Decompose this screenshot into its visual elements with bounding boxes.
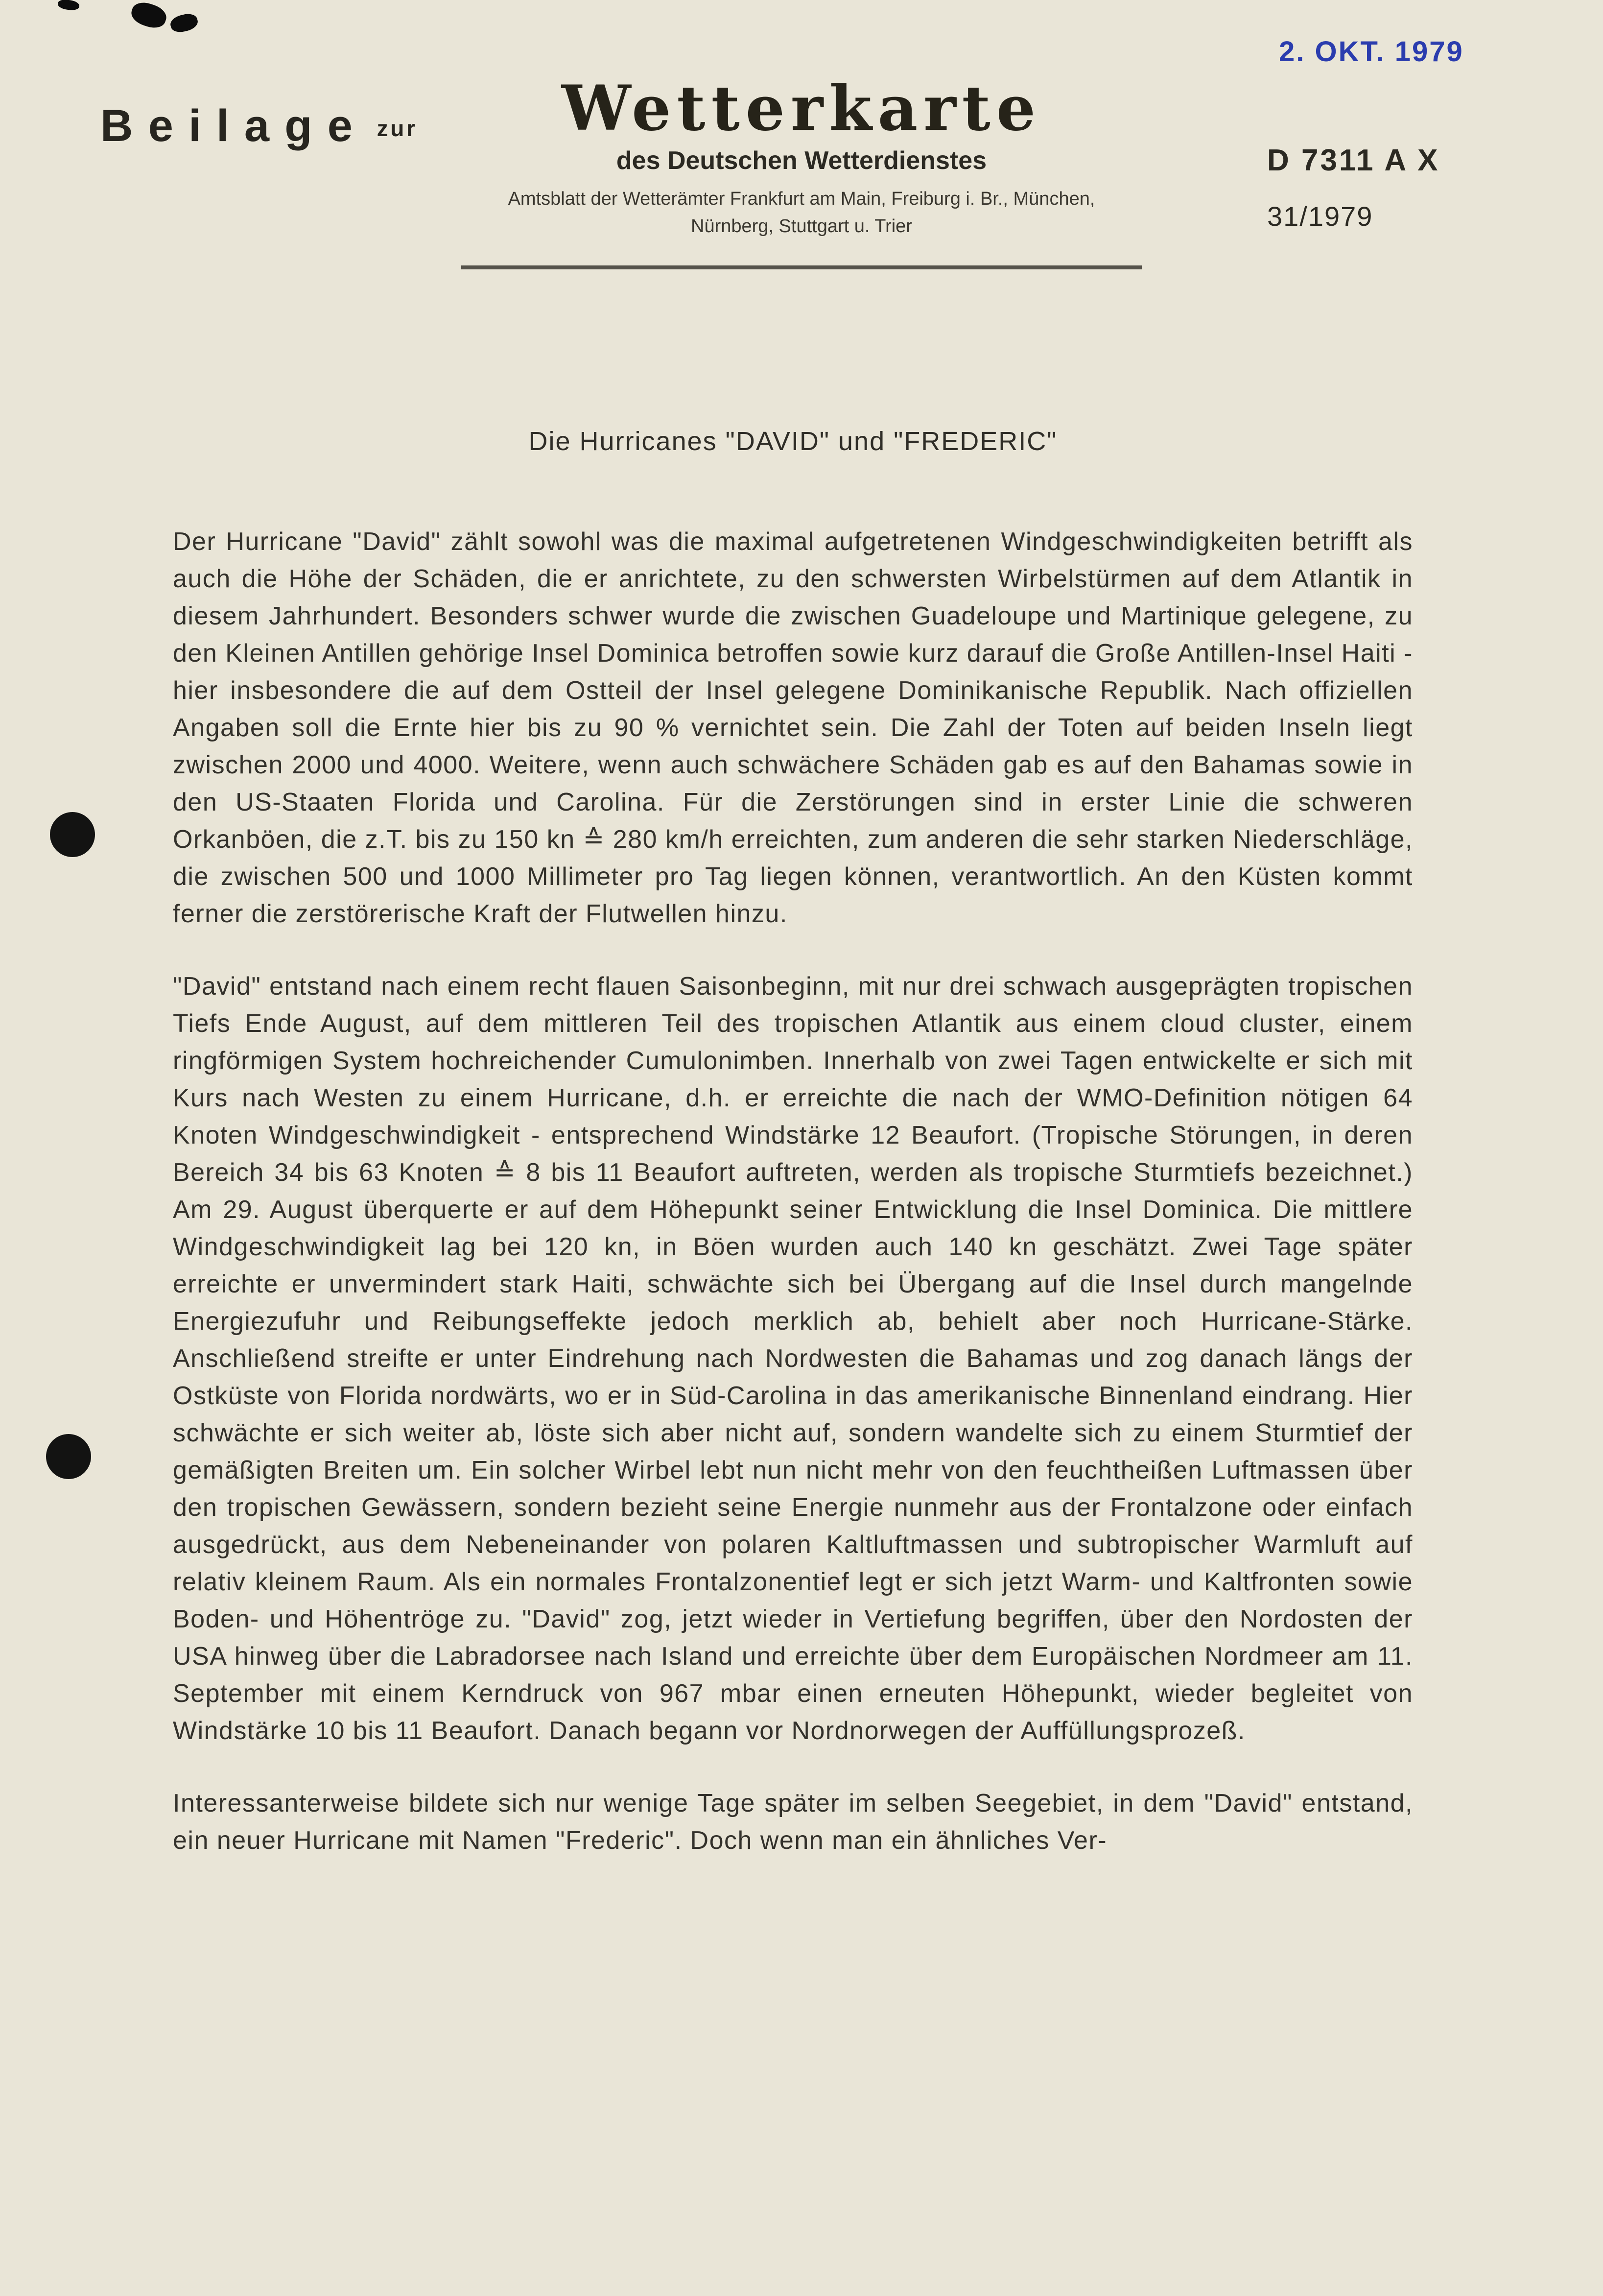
masthead — [0, 0, 1603, 304]
zur-label: zur — [377, 116, 418, 141]
article-title: Die Hurricanes "DAVID" und "FREDERIC" — [528, 427, 1058, 456]
issuer-line-1: Amtsblatt der Wetterämter Frankfurt am Main, Freiburg i. Br., München, — [508, 189, 1095, 209]
article-paragraph: "David" entstand nach einem recht flauen Saisonbeginn, mit nur drei schwach ausgeprägten tropischen Tiefs Ende August, auf dem mittleren Teil des tropischen Atlantik aus einem cloud cluster, einem ringförmigen System hochreichender Cumulonimben. Innerhalb von zwei Tagen entwickelte er sich mit Kurs nach Westen zu einem Hurricane, d.h. er erreichte die nach der WMO-Definition nötigen 64 Knoten Windgeschwindigkeit - entsprechend Windstärke 12 Beaufort. (Tropische Störungen, in deren Bereich 34 bis 63 Knoten ≙ 8 bis 11 Beaufort auftreten, werden als tropische Sturmtiefs bezeichnet.) Am 29. August überquerte er auf dem Höhepunkt seiner Entwicklung die Insel Dominica. Die mittlere Windgeschwindigkeit lag bei 120 kn, in Böen wurden auch 140 kn geschätzt. Zwei Tage später erreichte er unvermindert stark Haiti, schwächte sich bei Übergang auf die Insel durch mangelnde Energiezufuhr und Reibungseffekte jedoch merklich ab, behielt aber noch Hurricane-Stärke. Anschließend streifte er unter Eindrehung nach Nordwesten die Bahamas und zog danach längs der Ostküste von Florida nordwärts, wo er in Süd-Carolina in das amerikanische Binnenland eindrang. Hier schwächte er sich weiter ab, löste sich aber nicht auf, sondern wandelte sich zu einem Sturmtief der gemäßigten Breiten um. Ein solcher Wirbel lebt nun nicht mehr von den feuchtheißen Luftmassen über den tropischen Gewässern, sondern bezieht seine Energie nunmehr aus der Frontalzone oder einfach ausgedrückt, aus dem Nebeneinander von polaren Kaltluftmassen und subtropischer Warmluft auf relativ kleinem Raum. Als ein normales Frontalzonentief legt er sich jetzt Warm- und Kaltfronten sowie Boden- und Höhentröge zu. "David" zog, jetzt wieder in Vertiefung begriffen, über den Nordosten der USA hinweg über die Labradorsee nach Island und erreichte über dem Europäischen Nordmeer am 11. September mit einem Kerndruck von 967 mbar einen erneuten Höhepunkt, wieder begleitet von Windstärke 10 bis 11 Beaufort. Danach begann vor Nordnorwegen der Auffüllungsprozeß. — [173, 972, 1413, 1745]
masthead-title: Wetterkarte — [561, 72, 1042, 144]
issue-number: 31/1979 — [1267, 201, 1373, 232]
article-body — [0, 304, 1603, 1859]
masthead-center — [385, 72, 1218, 269]
document-code: D 7311 A X — [1267, 144, 1440, 177]
masthead-subtitle: des Deutschen Wetterdienstes — [616, 146, 987, 175]
date-stamp: 2. OKT. 1979 — [1279, 36, 1464, 68]
masthead-codes — [1267, 143, 1439, 232]
divider-rule — [461, 265, 1142, 269]
beilage-zur-label — [100, 100, 417, 152]
article-paragraph: Der Hurricane "David" zählt sowohl was die maximal aufgetretenen Windgeschwindigkeiten betrifft als auch die Höhe der Schäden, die er anrichtete, zu den schwersten Wirbelstürmen auf dem Atlantik in diesem Jahrhundert. Besonders schwer wurde die zwischen Guadeloupe und Martinique gelegene, zu den Kleinen Antillen gehörige Insel Dominica betroffen sowie kurz darauf die Große Antillen-Insel Haiti - hier insbesondere die auf dem Ostteil der Insel gelegene Dominikanische Republik. Nach offiziellen Angaben soll die Ernte hier bis zu 90 % vernichtet sein. Die Zahl der Toten auf beiden Inseln liegt zwischen 2000 und 4000. Weitere, wenn auch schwächere Schäden gab es auf den Bahamas sowie in den US-Staaten Florida und Carolina. Für die Zerstörungen sind in erster Linie die schweren Orkanböen, die z.T. bis zu 150 kn ≙ 280 km/h erreichten, zum anderen die sehr starken Niederschläge, die zwischen 500 und 1000 Millimeter pro Tag liegen können, verantwortlich. An den Küsten kommt ferner die zerstörerische Kraft der Flutwellen hinzu. — [173, 527, 1413, 928]
punch-hole — [50, 812, 95, 857]
issuer-line-2: Nürnberg, Stuttgart u. Trier — [691, 216, 912, 237]
article-paragraph: Interessanterweise bildete sich nur wenige Tage später im selben Seegebiet, in dem "David" entstand, ein neuer Hurricane mit Namen "Frederic". Doch wenn man ein ähnliches Ver- — [173, 1789, 1413, 1855]
punch-hole — [46, 1434, 91, 1479]
beilage-label: Beilage — [100, 101, 368, 151]
